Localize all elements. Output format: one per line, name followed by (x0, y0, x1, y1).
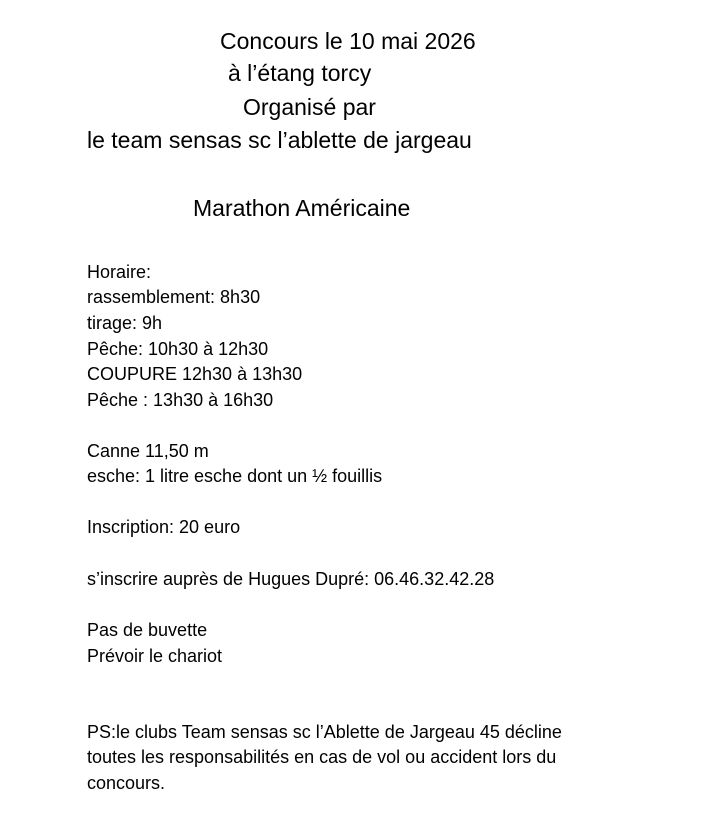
disclaimer-line-2: toutes les responsabilités en cas de vol ou accident lors du (87, 747, 557, 767)
header-date: Concours le 10 mai 2026 (220, 28, 476, 54)
registration-contact: s’inscrire auprès de Hugues Dupré: 06.46.32.42.28 (87, 569, 495, 589)
disclaimer-line-3: concours. (87, 773, 166, 793)
header-organizer: le team sensas sc l’ablette de jargeau (87, 127, 472, 153)
schedule-item-break: COUPURE 12h30 à 13h30 (87, 364, 303, 384)
note-no-bar: Pas de buvette (87, 620, 208, 640)
note-bring-cart: Prévoir le chariot (87, 646, 223, 666)
disclaimer-line-1: PS:le clubs Team sensas sc l’Ablette de Jargeau 45 décline (87, 722, 562, 742)
rule-bait: esche: 1 litre esche dont un ½ fouillis (87, 466, 383, 486)
schedule-item-gathering: rassemblement: 8h30 (87, 287, 261, 307)
registration-fee: Inscription: 20 euro (87, 517, 241, 537)
rule-rod: Canne 11,50 m (87, 441, 209, 461)
schedule-item-draw: tirage: 9h (87, 313, 163, 333)
schedule-item-fishing-1: Pêche: 10h30 à 12h30 (87, 339, 269, 359)
schedule-heading: Horaire: (87, 262, 152, 282)
header-location: à l’étang torcy (228, 60, 372, 86)
header-organizer-label: Organisé par (243, 94, 376, 120)
event-title: Marathon Américaine (193, 195, 411, 221)
schedule-item-fishing-2: Pêche : 13h30 à 16h30 (87, 390, 274, 410)
